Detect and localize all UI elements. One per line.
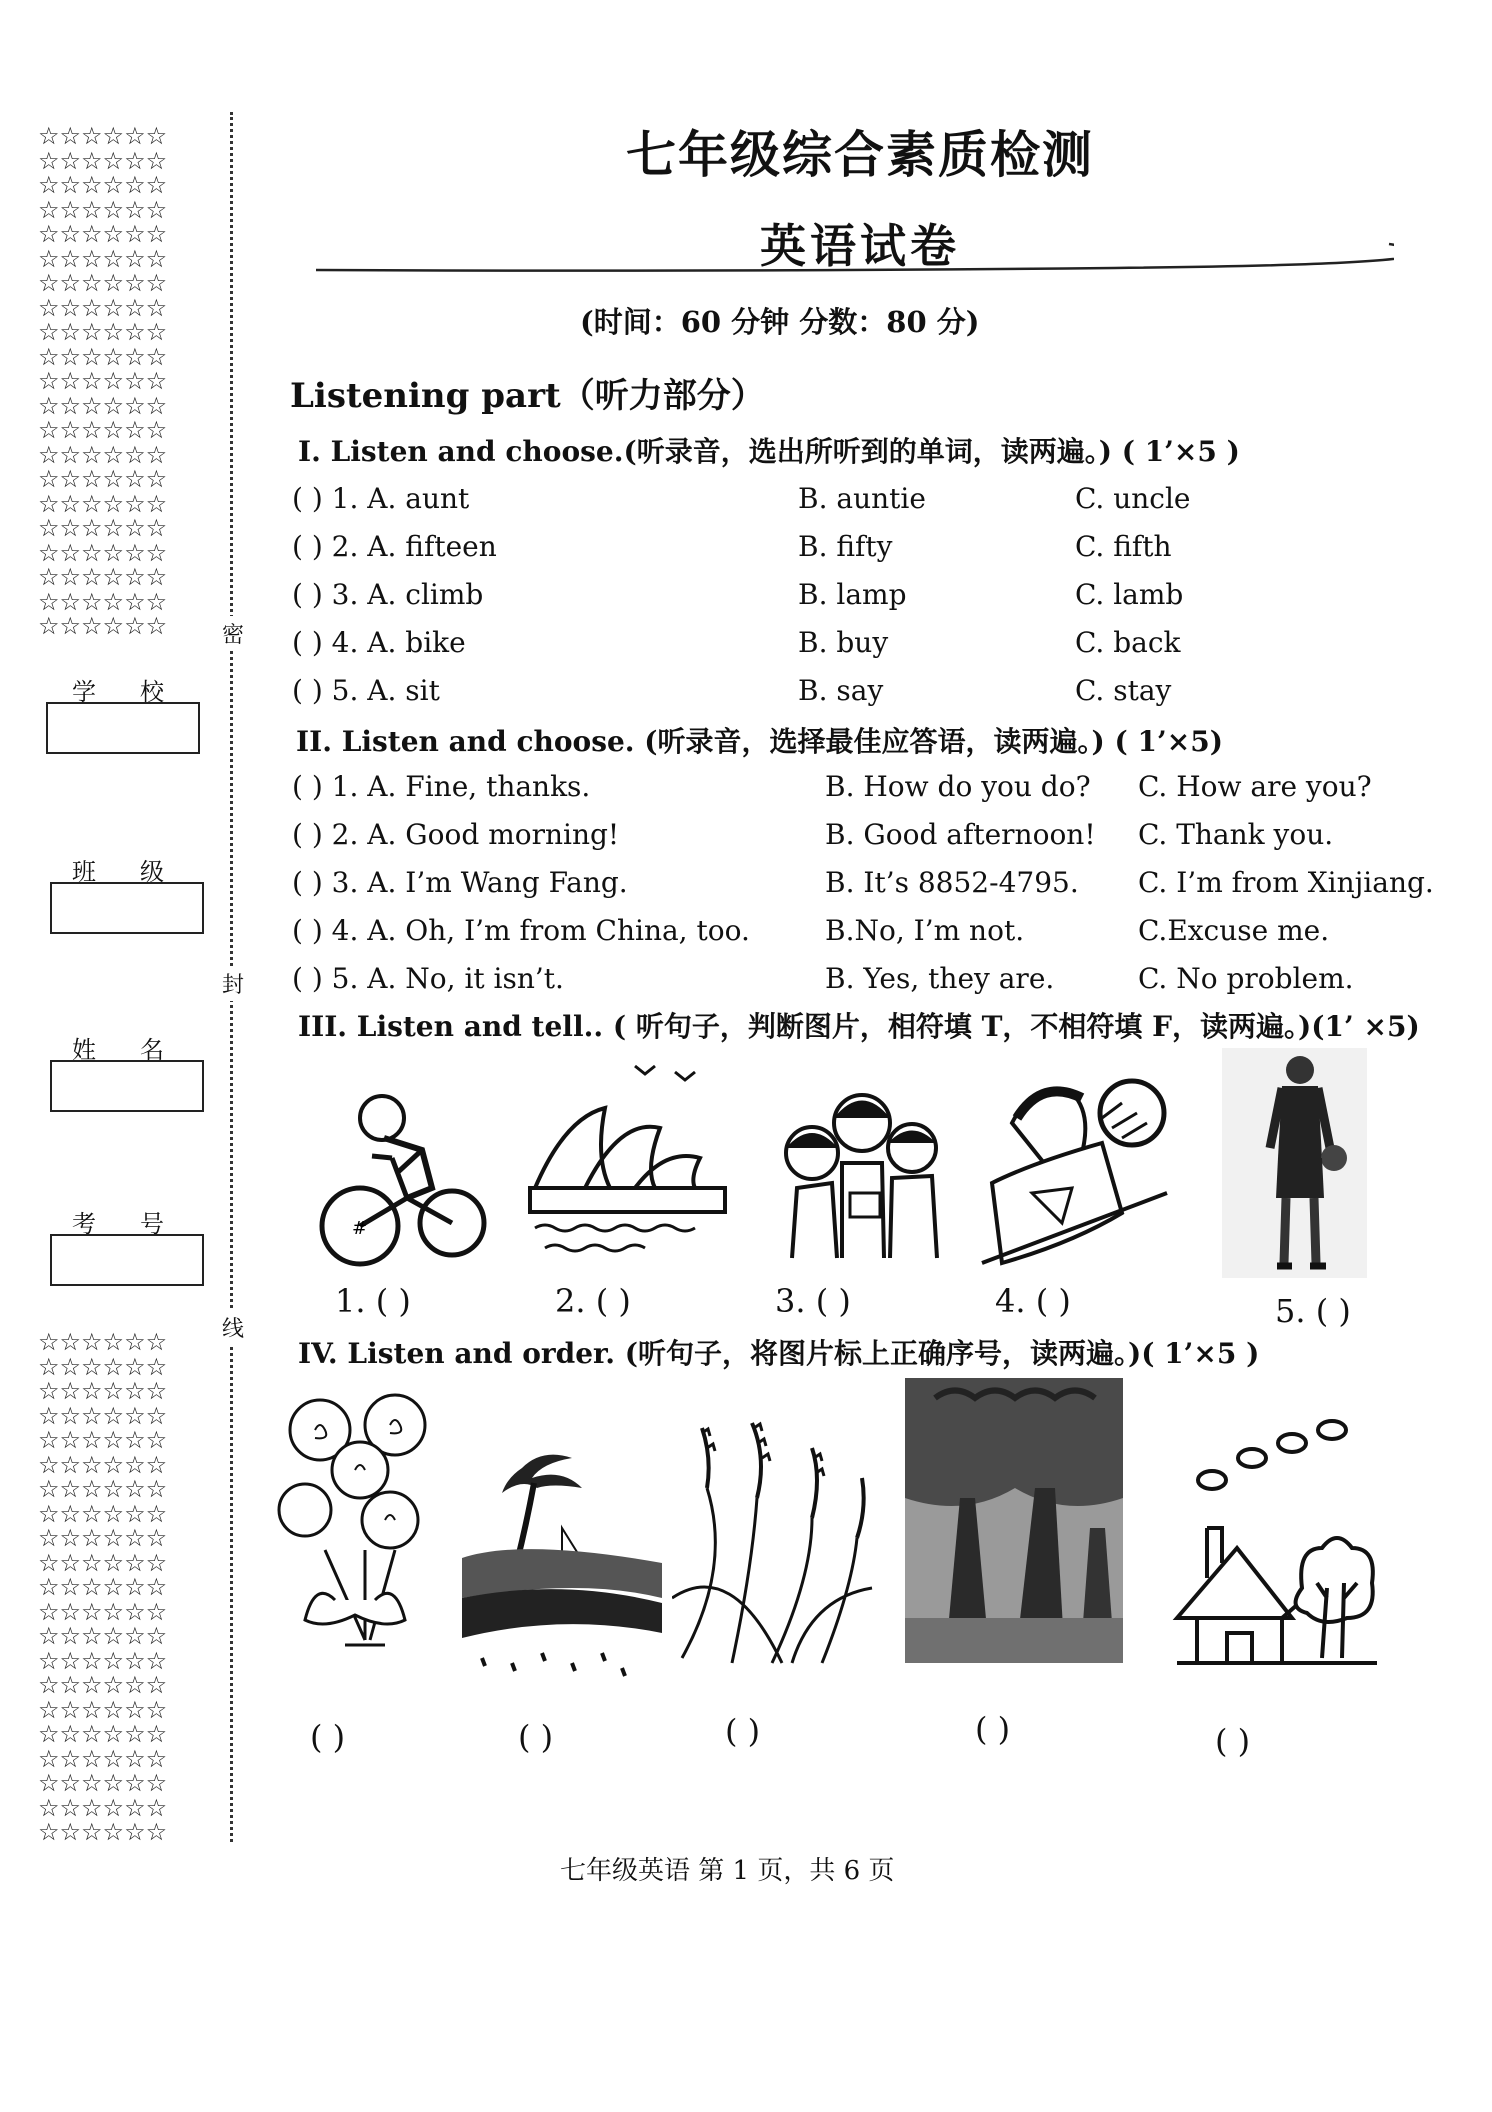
section2-q4-option-b: B.No, I’m not. xyxy=(825,914,1025,947)
section2-q3-option-c: C. I’m from Xinjiang. xyxy=(1138,866,1434,899)
section3-answer-blank-5[interactable]: 5. ( ) xyxy=(1275,1292,1351,1330)
section3-answer-blank-4[interactable]: 4. ( ) xyxy=(995,1282,1071,1320)
section2-q2-option-b: B. Good afternoon! xyxy=(825,818,1096,851)
section2-q5-option-b: B. Yes, they are. xyxy=(825,962,1055,995)
section2-q1-option-b: B. How do you do? xyxy=(825,770,1091,803)
section1-q4-option-c: C. back xyxy=(1075,626,1181,659)
section2-title: II. Listen and choose. (听录音，选择最佳应答语，读两遍。) ( 1’×5) xyxy=(296,725,1223,758)
section2-q5-option-c: C. No problem. xyxy=(1138,962,1354,995)
exam-number-field[interactable] xyxy=(50,1234,204,1286)
section3-answer-blank-2[interactable]: 2. ( ) xyxy=(555,1282,631,1320)
page-footer: 七年级英语 第 1 页，共 6 页 xyxy=(560,1856,895,1886)
section2-q3-option-a: ( ) 3. A. I’m Wang Fang. xyxy=(292,866,628,899)
class-label: 班级 xyxy=(72,858,208,886)
school-field[interactable] xyxy=(46,702,200,754)
school-label: 学校 xyxy=(72,678,208,706)
section4-answer-blank-3[interactable]: ( ) xyxy=(725,1712,761,1750)
section2-q3-option-b: B. It’s 8852-4795. xyxy=(825,866,1079,899)
name-field[interactable] xyxy=(50,1060,204,1112)
section1-q1-option-a: ( ) 1. A. aunt xyxy=(292,482,470,515)
section4-answer-blank-5[interactable]: ( ) xyxy=(1215,1722,1251,1760)
section4-answer-blank-4[interactable]: ( ) xyxy=(975,1710,1011,1748)
roses-picture xyxy=(275,1390,440,1680)
rice-picture xyxy=(672,1418,887,1668)
page-title: 七年级综合素质检测 xyxy=(626,125,1094,184)
listening-heading: Listening part（听力部分） xyxy=(290,376,765,416)
section3-answer-blank-1[interactable]: 1. ( ) xyxy=(335,1282,411,1320)
section1-q4-option-a: ( ) 4. A. bike xyxy=(292,626,466,659)
section1-q5-option-c: C. stay xyxy=(1075,674,1172,707)
section2-q2-option-c: C. Thank you. xyxy=(1138,818,1334,851)
section1-q1-option-c: C. uncle xyxy=(1075,482,1191,515)
section2-q4-option-c: C.Excuse me. xyxy=(1138,914,1330,947)
trees-picture xyxy=(905,1378,1123,1663)
section1-q2-option-b: B. fifty xyxy=(798,530,893,563)
class-field[interactable] xyxy=(50,882,204,934)
section4-title: IV. Listen and order. (听句子，将图片标上正确序号，读两遍。)( 1’×5 ) xyxy=(298,1337,1260,1370)
beach-picture xyxy=(462,1448,662,1678)
page-subtitle: 英语试卷 xyxy=(760,219,960,273)
section4-answer-blank-2[interactable]: ( ) xyxy=(518,1718,554,1756)
children-reading-picture xyxy=(772,1068,947,1268)
section1-q4-option-b: B. buy xyxy=(798,626,889,659)
star-border-bottom: ☆☆☆☆☆☆ ☆☆☆☆☆☆ ☆☆☆☆☆☆ ☆☆☆☆☆☆ ☆☆☆☆☆☆ ☆☆☆☆☆☆ ☆☆☆☆☆☆ ☆☆☆☆☆☆ ☆☆☆☆☆☆ ☆☆☆☆☆☆ ☆☆☆☆☆☆ ☆☆☆☆☆☆ ☆☆☆☆☆☆ ☆☆☆☆☆☆ ☆☆☆☆☆☆ ☆☆☆☆☆☆ ☆☆☆☆☆☆ ☆☆☆☆☆☆ ☆☆☆☆☆☆ ☆☆☆☆☆☆ ☆☆☆☆☆☆ xyxy=(38,1328,168,1846)
section2-q1-option-a: ( ) 1. A. Fine, thanks. xyxy=(292,770,591,803)
section1-q1-option-b: B. auntie xyxy=(798,482,926,515)
superman-picture xyxy=(972,1063,1172,1273)
title-underline xyxy=(314,238,1394,278)
seal-char-1: 密 xyxy=(222,616,244,651)
seal-char-2: 封 xyxy=(222,966,244,1001)
section1-q3-option-a: ( ) 3. A. climb xyxy=(292,578,484,611)
section1-q2-option-c: C. fifth xyxy=(1075,530,1172,563)
section2-q4-option-a: ( ) 4. A. Oh, I’m from China, too. xyxy=(292,914,750,947)
section1-q3-option-c: C. lamb xyxy=(1075,578,1184,611)
section1-q2-option-a: ( ) 2. A. fifteen xyxy=(292,530,497,563)
seal-char-3: 线 xyxy=(222,1310,244,1345)
section1-q5-option-b: B. say xyxy=(798,674,884,707)
section3-title: III. Listen and tell.. ( 听句子，判断图片，相符填 T，不相符填 F，读两遍。)(1’ ×5) xyxy=(298,1010,1420,1043)
exam-meta: (时间：60 分钟 分数：80 分) xyxy=(580,305,980,339)
cyclist-picture xyxy=(312,1078,500,1268)
name-label: 姓名 xyxy=(72,1036,208,1064)
house-picture xyxy=(1172,1418,1387,1668)
section1-title: Ⅰ. Listen and choose.(听录音，选出所听到的单词，读两遍。) ( 1’×5 ) xyxy=(298,435,1240,468)
section2-q2-option-a: ( ) 2. A. Good morning! xyxy=(292,818,620,851)
svg-text:#: # xyxy=(352,1218,368,1239)
section1-q5-option-a: ( ) 5. A. sit xyxy=(292,674,440,707)
opera-house-picture xyxy=(525,1058,735,1273)
section2-q1-option-c: C. How are you? xyxy=(1138,770,1372,803)
exam-number-label: 考号 xyxy=(72,1210,208,1238)
section3-answer-blank-3[interactable]: 3. ( ) xyxy=(775,1282,851,1320)
star-border-top: ☆☆☆☆☆☆ ☆☆☆☆☆☆ ☆☆☆☆☆☆ ☆☆☆☆☆☆ ☆☆☆☆☆☆ ☆☆☆☆☆☆ ☆☆☆☆☆☆ ☆☆☆☆☆☆ ☆☆☆☆☆☆ ☆☆☆☆☆☆ ☆☆☆☆☆☆ ☆☆☆☆☆☆ ☆☆☆☆☆☆ ☆☆☆☆☆☆ ☆☆☆☆☆☆ ☆☆☆☆☆☆ ☆☆☆☆☆☆ ☆☆☆☆☆☆ ☆☆☆☆☆☆ ☆☆☆☆☆☆ ☆☆☆☆☆☆ xyxy=(38,122,168,640)
section4-answer-blank-1[interactable]: ( ) xyxy=(310,1718,346,1756)
section2-q5-option-a: ( ) 5. A. No, it isn’t. xyxy=(292,962,564,995)
basketball-player-picture xyxy=(1222,1048,1367,1278)
section1-q3-option-b: B. lamp xyxy=(798,578,907,611)
